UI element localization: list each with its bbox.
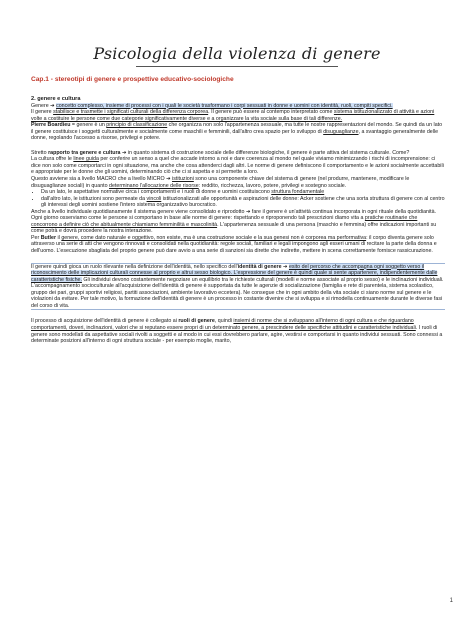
bullet-list: [31, 189, 445, 209]
text-span: Genere ➔: [31, 102, 57, 109]
underlined-text: struttura fondamentale: [271, 189, 325, 196]
bold-text: ruoli di genere: [178, 318, 215, 325]
document-title: Psicologia della violenza di genere: [93, 44, 381, 63]
paragraph-gap: [31, 310, 445, 318]
text-span: . Il genere può essere al contempo interpretato come: [208, 109, 334, 116]
list-item: [41, 196, 445, 209]
text-span: Il genere: [31, 109, 54, 116]
text-span: : il corpo diventa genere solo attraverso una serie di atti che vengono rinnovati e consolidati nella quotidianità: regole sociali, familiari e legali impongono agli esseri umani di recitare la parte della donna e dell'uomo. L'esecuzione sbagliata del proprio genere può dare avvio a una serie di sanzioni sia dirette che indirette, mettere in scena correttamente fornisce rassicurazione.: [31, 234, 437, 255]
chapter-heading: Cap.1 - stereotipi di genere e prospettive educativo-sociologiche: [31, 76, 234, 83]
bold-text: rapporto tra genere e cultura: [48, 149, 121, 156]
text-span: Questo avviene sia a livello MACRO che a livello MICRO ➔: [31, 176, 173, 183]
paragraph-boardieu: [31, 122, 445, 142]
text-span: che organizza non solo l'appartenenza sessuale, ma tutte le nostre rappresentazioni del mondo. Se quindi da un lato il genere costituisce i soggetti culturalmente e socialmente come maschili e femminili, dall'altro crea spazio per lo sviluppo di: [31, 122, 443, 135]
paragraph-macro-micro: [31, 176, 445, 189]
text-span: = genere è un: [70, 122, 107, 129]
paragraph-livello-individuale: [31, 209, 445, 235]
underlined-text: insiemi di norme che si sviluppano all'interno di ogni cultura e che riguardano comportamenti, doveri, inclinazioni, valori che si reputano essere propri di un determinato genere, a prescindere delle specifiche attitudini e caratteristiche individuali: [31, 318, 416, 331]
title-underline: [136, 66, 338, 67]
text-span: sono una componente chiave del sistema di genere (nel produrre, mantenere, modificare le disuguaglianze sociali) in quanto: [31, 176, 410, 189]
text-span: Per: [31, 234, 41, 241]
paragraph-ruoli-genere: [31, 318, 445, 344]
highlighted-text: esito del percorso che accompagna ogni soggetto verso il riconoscimento delle implicazioni culturali connesse al proprio e altrui sesso biologico. L'espressione del genere è quindi quale si sente appartenere, indipendentemente dalle caratteristiche fisiche.: [31, 263, 438, 283]
text-span: Da un lato, le aspettative normative circa i comportamenti e i ruoli di donne e uomini costituiscono: [41, 189, 272, 196]
underlined-text: pratiche routinarie che concorrono a definire ciò che abitualmente chiamiamo femminilità e mascolinità: [31, 215, 418, 228]
highlighted-text: concetto complesso, insieme di processi con i quali le società trasformano i corpi sessuati in donne e uomini con identità, ruoli, compiti specifici.: [56, 102, 393, 109]
section-heading: 2. genere e cultura: [31, 96, 81, 102]
document-body: [31, 76, 445, 345]
paragraph-genere-stabilisce: [31, 109, 445, 122]
text-span: Il genere quindi gioca un ruolo rilevante nella definizione dell'identità, nello specifico dell': [31, 263, 238, 270]
paragraph-linee-guida: [31, 156, 445, 176]
underlined-text: determinano l'allocazione delle risorse: [109, 182, 199, 189]
text-span: La cultura offre le: [31, 156, 74, 163]
text-span: . L'appartenenza sessuale di una persona (maschio e femmina) offre indicazioni importanti su come potrà e dovrà procedere la nostra interazione.: [31, 221, 437, 235]
text-span: il: [56, 234, 62, 241]
underlined-text: linee guida: [73, 156, 99, 163]
underlined-text: principio di classificazione: [106, 122, 168, 129]
text-span: Stretto: [31, 149, 49, 156]
underlined-text: vincoli: [146, 195, 162, 202]
paragraph-gap: [31, 255, 445, 263]
bold-text: Pierre Boardieu: [31, 122, 71, 129]
paragraph-identita-genere: [31, 263, 445, 311]
text-span: Anche a livello individuale quotidianamente il sistema genere viene consolidato e riprodotto ➔ fare il genere è un'attività continua incorporata in ogni rituale della quotidianità. Ogni giorno osserviamo come le persone si comportano in base alle norme di genere: rispettando e riproponendo tali prescrizioni diamo vita a: [31, 208, 437, 222]
paragraph-gap: [31, 142, 445, 150]
text-span: . I ruoli di genere sono modellati da aspettative sociali rivolti a soggetti e al modo in cui essi dovrebbero parlare, agire, vestirsi e comportarsi in quanto individui sessuati. Sono connessi a determinate posizioni all'interno di ogni struttura sociale - per esempio moglie, marito,: [31, 324, 443, 345]
bold-text: Butler: [40, 234, 57, 241]
text-span: dall'altro lato, le istituzioni sono permeate da: [41, 195, 147, 202]
text-span: Il processo di acquisizione dell'identità di genere è collegato ai: [31, 318, 179, 325]
text-span: , a svantaggio generalmente delle donne, regolando l'accesso a risorse, privilegi e potere.: [31, 128, 439, 142]
text-span: : reddito, ricchezza, lavoro, potere, privilegi e sostegno sociale.: [198, 182, 347, 189]
text-span: Gli individui devono costantemente negoziare un equilibrio tra le richieste culturali (modelli e norme associate al proprio sesso) e le inclinazioni individuali. L'accompagnamento socioculturale all'acquisizione dell'identità di genere è supportata da tutte le agenzie di socializzazione (famiglia e rete di parentela, sistema scolastico, gruppo dei pari, gruppi sportivi religiosi, partiti associazioni, ambiente lavorativo eccetera). Ne consegue che in ogni ambito della vita sociale ci siano norme sul genere e le violazioni da evitare. Per tale motivo, la formazione dell'identità di genere è un processo in costante divenire che si sviluppa e si rimodella continuamente durante le diverse fasi del corso di vita.: [31, 276, 444, 309]
bold-text: identità di genere: [237, 263, 282, 270]
text-span: per conferire un senso a quel che accade intorno a noi e dare coerenza al mondo nel quale viviamo minimizzando i rischi di incomprensione: ci dice non solo come comportarci in ogni situazione, ma anche che cosa attenderci dagli altri. Le norme di genere definiscono il comportamento e le azioni socialmente accettabili e appropriate per le donne che gli uomini, determinando ciò che ci si aspetta e si permette a loro.: [31, 156, 444, 176]
underlined-text: istituzioni: [172, 176, 194, 183]
underlined-text: genere, come dato naturale e oggettivo, non esiste, ma è una costruzione sociale e la sua genesi non è corporea ma performativa: [61, 234, 367, 241]
text-span: , quindi: [214, 318, 234, 325]
text-span: ➔ in quanto sistema di costruzione sociale delle differenze biologiche, il genere è parte attiva del sistema culturale. Come?: [120, 149, 410, 156]
underlined-text: sistema istituzionalizzato di attività e azioni volte a costituire le persone come due categorie significativamente diverse e a organizzare la vita sociale sulla base di tali differenze.: [31, 109, 435, 122]
paragraph-butler: [31, 235, 445, 255]
underlined-text: stabilisce e trasmette i significati culturali della differenza corporea: [53, 109, 209, 116]
page-number: 1: [449, 598, 453, 604]
text-span: ➔: [281, 263, 289, 270]
underlined-text: disuguaglianze: [323, 128, 359, 135]
text-span: istituzionalizzati alle opportunità e aspirazioni delle donne: Acker sostiene che una sorta struttura di genere con al centro gli interessi degli uomini sostiene l'intero sistema organizzativo burocratico.: [41, 195, 445, 209]
